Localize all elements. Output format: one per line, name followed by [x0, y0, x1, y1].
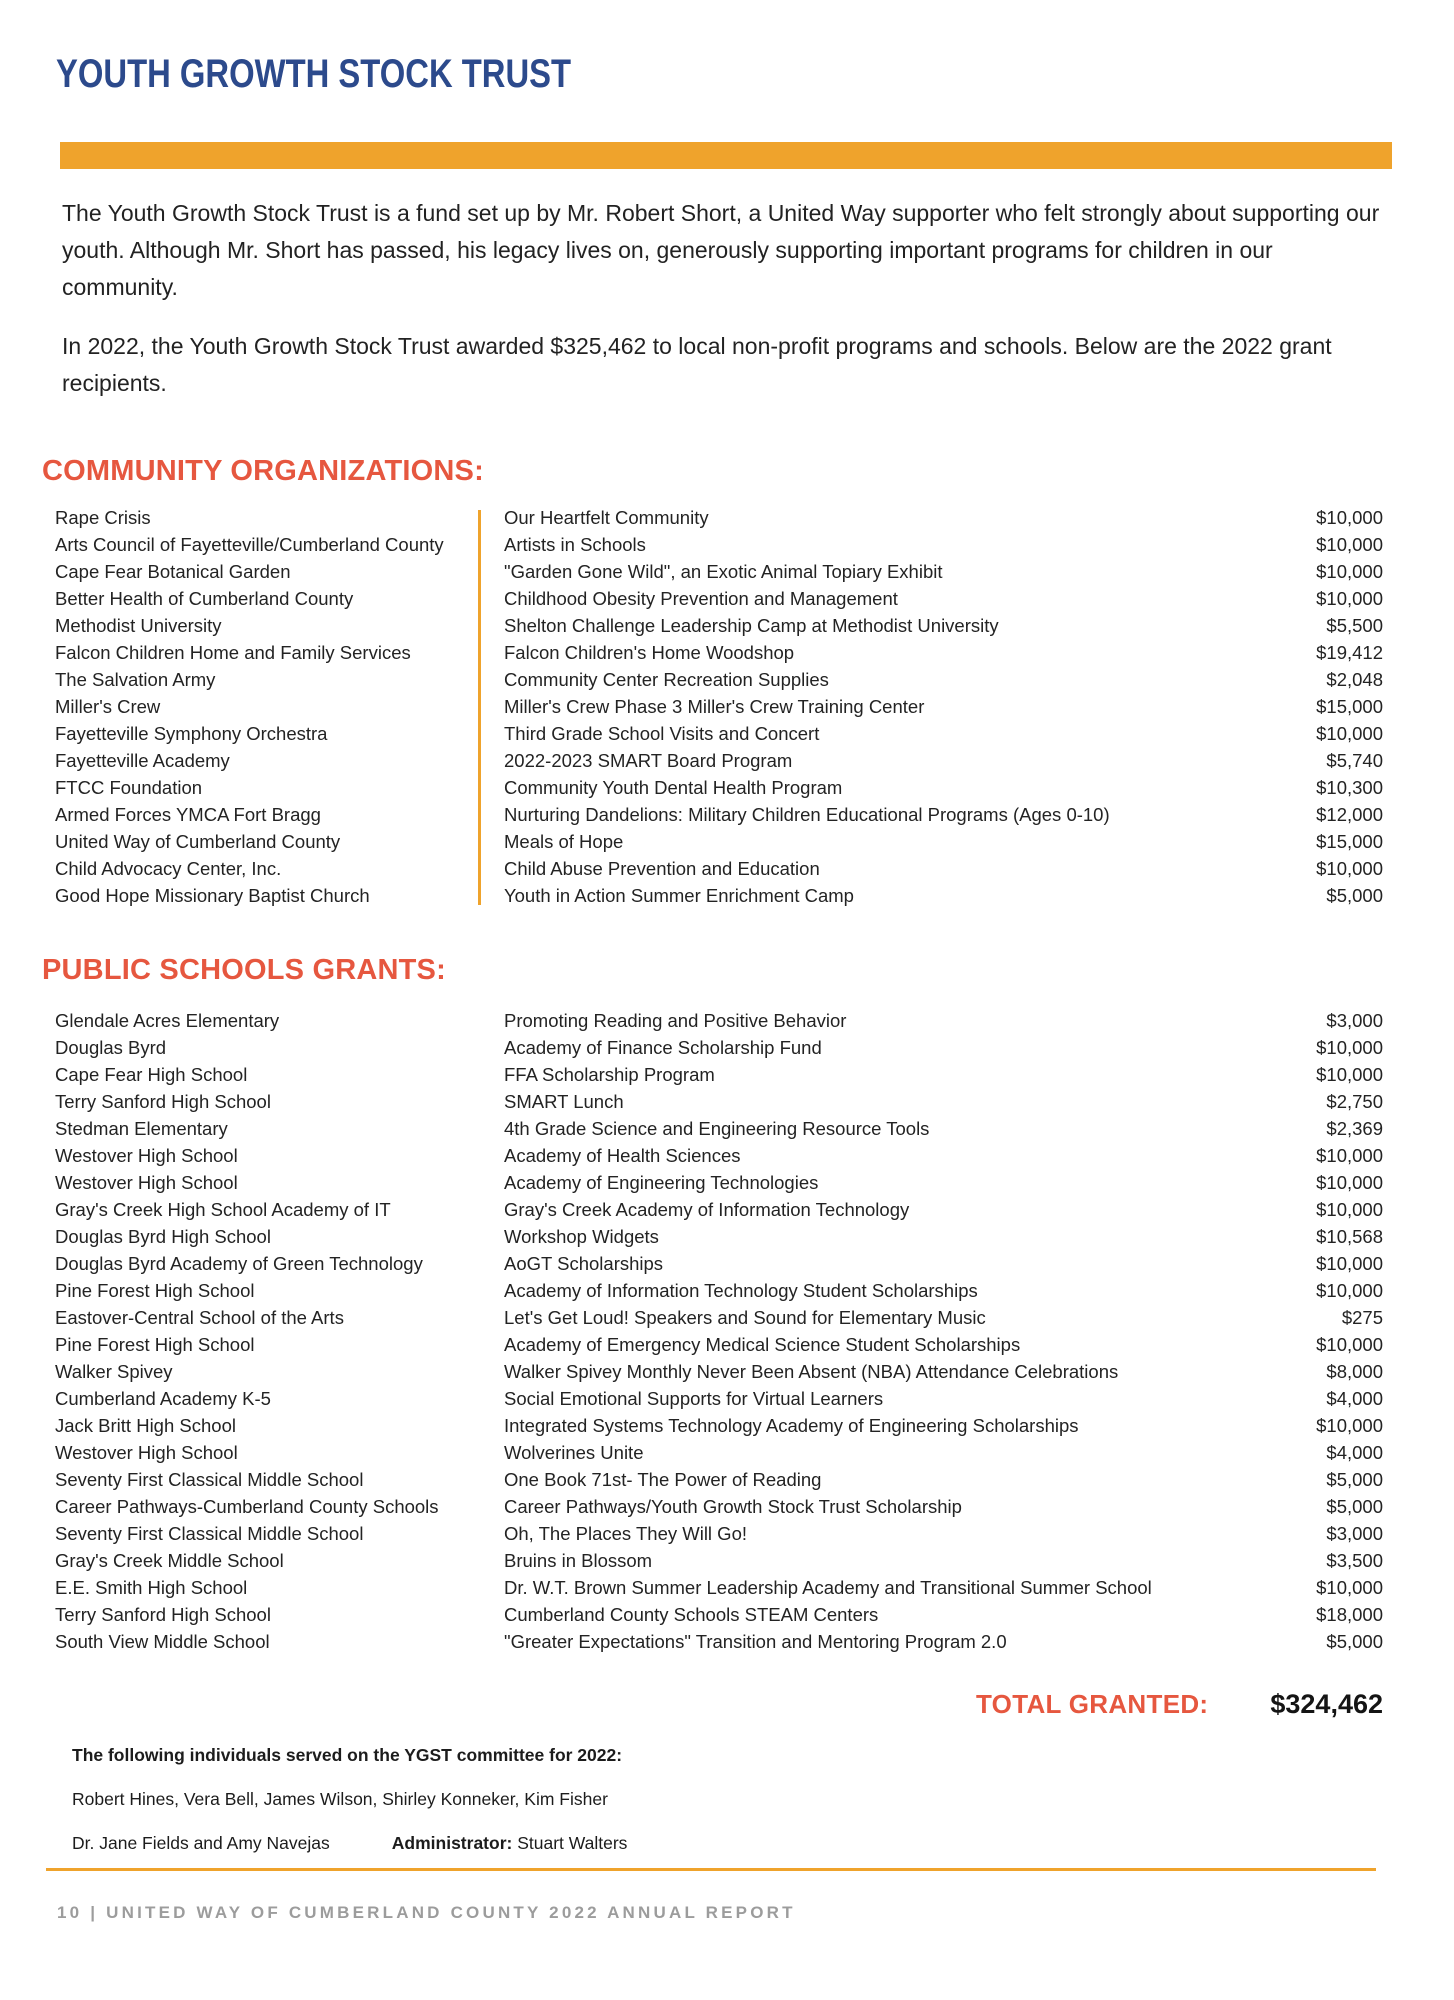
total-granted-label: TOTAL GRANTED:: [975, 1689, 1209, 1719]
grant-amount: $3,500: [1326, 1550, 1383, 1571]
recipient-name: Walker Spivey: [55, 1361, 173, 1382]
grant-amount: $3,000: [1326, 1010, 1383, 1031]
program-name: Gray's Creek Academy of Information Technology: [504, 1199, 910, 1220]
program-name: Dr. W.T. Brown Summer Leadership Academy and Transitional Summer School: [504, 1577, 1152, 1598]
committee-members-line: Robert Hines, Vera Bell, James Wilson, Shirley Konneker, Kim Fisher: [72, 1789, 608, 1809]
recipient-name: Glendale Acres Elementary: [55, 1010, 280, 1031]
committee-members-line-2: [72, 1832, 1454, 1854]
grant-amount: $8,000: [1326, 1361, 1383, 1382]
grant-row: [55, 882, 1383, 909]
grant-amount: $2,750: [1326, 1091, 1383, 1112]
grant-amount: $5,500: [1326, 615, 1383, 636]
grant-amount: $10,000: [1316, 507, 1383, 528]
grant-row: [55, 720, 1383, 747]
grant-amount: $15,000: [1316, 696, 1383, 717]
recipient-name: Stedman Elementary: [55, 1118, 228, 1139]
grant-row: [55, 1385, 1383, 1412]
grant-amount: $2,369: [1326, 1118, 1383, 1139]
program-name: 2022-2023 SMART Board Program: [504, 750, 793, 771]
recipient-name: The Salvation Army: [55, 669, 216, 690]
grant-row: [55, 1223, 1383, 1250]
recipient-name: E.E. Smith High School: [55, 1577, 248, 1598]
grant-row: [55, 639, 1383, 666]
recipient-name: Gray's Creek High School Academy of IT: [55, 1199, 391, 1220]
committee-members-names: Dr. Jane Fields and Amy Navejas: [72, 1833, 330, 1853]
grant-amount: $10,000: [1316, 858, 1383, 879]
program-name: Community Youth Dental Health Program: [504, 777, 843, 798]
program-name: Nurturing Dandelions: Military Children Educational Programs (Ages 0-10): [504, 804, 1110, 825]
program-name: Walker Spivey Monthly Never Been Absent (NBA) Attendance Celebrations: [504, 1361, 1119, 1382]
grant-amount: $10,000: [1316, 1280, 1383, 1301]
grant-row: [55, 504, 1383, 531]
community-organizations-heading: COMMUNITY ORGANIZATIONS:: [42, 455, 484, 487]
grant-amount: $10,000: [1316, 1145, 1383, 1166]
program-name: Integrated Systems Technology Academy of Engineering Scholarships: [504, 1415, 1079, 1436]
recipient-name: Douglas Byrd Academy of Green Technology: [55, 1253, 423, 1274]
grant-row: [55, 828, 1383, 855]
recipient-name: Cape Fear High School: [55, 1064, 248, 1085]
program-name: Social Emotional Supports for Virtual Learners: [504, 1388, 884, 1409]
total-granted-amount: $324,462: [1270, 1689, 1383, 1719]
recipient-name: Falcon Children Home and Family Services: [55, 642, 411, 663]
grant-amount: $10,000: [1316, 588, 1383, 609]
program-name: Academy of Engineering Technologies: [504, 1172, 819, 1193]
grant-row: [55, 1466, 1383, 1493]
program-name: Let's Get Loud! Speakers and Sound for Elementary Music: [504, 1307, 986, 1328]
recipient-name: Career Pathways-Cumberland County Schools: [55, 1496, 439, 1517]
program-name: Cumberland County Schools STEAM Centers: [504, 1604, 879, 1625]
grant-row: [55, 1115, 1383, 1142]
program-name: 4th Grade Science and Engineering Resource Tools: [504, 1118, 930, 1139]
grant-row: [55, 666, 1383, 693]
schools-grants-list: [55, 1007, 1383, 1655]
program-name: Workshop Widgets: [504, 1226, 659, 1247]
program-name: Our Heartfelt Community: [504, 507, 709, 528]
grant-amount: $10,000: [1316, 534, 1383, 555]
grant-row: [55, 855, 1383, 882]
orange-divider-bar: [60, 142, 1392, 169]
recipient-name: Arts Council of Fayetteville/Cumberland County: [55, 534, 444, 555]
program-name: Academy of Health Sciences: [504, 1145, 741, 1166]
committee-heading: The following individuals served on the YGST committee for 2022:: [72, 1745, 623, 1765]
intro-paragraph-2: In 2022, the Youth Growth Stock Trust awarded $325,462 to local non-profit programs and schools. Below are the 2022 grant recipients.: [62, 333, 1332, 396]
program-name: Third Grade School Visits and Concert: [504, 723, 820, 744]
grant-amount: $10,000: [1316, 1334, 1383, 1355]
grant-amount: $5,000: [1326, 1631, 1383, 1652]
program-name: Oh, The Places They Will Go!: [504, 1523, 747, 1544]
grant-amount: $12,000: [1316, 804, 1383, 825]
grant-amount: $2,048: [1326, 669, 1383, 690]
program-name: Academy of Emergency Medical Science Student Scholarships: [504, 1334, 1021, 1355]
grant-row: [55, 1088, 1383, 1115]
recipient-name: Westover High School: [55, 1442, 238, 1463]
grant-row: [55, 1574, 1383, 1601]
recipient-name: Douglas Byrd: [55, 1037, 167, 1058]
recipient-name: United Way of Cumberland County: [55, 831, 341, 852]
grant-amount: $10,300: [1316, 777, 1383, 798]
grant-amount: $10,000: [1316, 1199, 1383, 1220]
page-title: YOUTH GROWTH STOCK TRUST: [56, 52, 572, 96]
grant-row: [55, 1277, 1383, 1304]
program-name: Artists in Schools: [504, 534, 646, 555]
grant-amount: $15,000: [1316, 831, 1383, 852]
program-name: Academy of Information Technology Student Scholarships: [504, 1280, 978, 1301]
recipient-name: Fayetteville Academy: [55, 750, 230, 771]
program-name: "Garden Gone Wild", an Exotic Animal Topiary Exhibit: [504, 561, 943, 582]
grant-amount: $3,000: [1326, 1523, 1383, 1544]
recipient-name: Methodist University: [55, 615, 222, 636]
grant-row: [55, 1601, 1383, 1628]
recipient-name: Jack Britt High School: [55, 1415, 236, 1436]
grant-row: [55, 1169, 1383, 1196]
recipient-name: Pine Forest High School: [55, 1280, 255, 1301]
grant-amount: $5,740: [1326, 750, 1383, 771]
program-name: Career Pathways/Youth Growth Stock Trust Scholarship: [504, 1496, 962, 1517]
grant-row: [55, 1628, 1383, 1655]
program-name: Wolverines Unite: [504, 1442, 644, 1463]
community-grants-list: [55, 504, 1383, 909]
recipient-name: Cumberland Academy K-5: [55, 1388, 271, 1409]
grant-row: [55, 531, 1383, 558]
intro-paragraph-1: The Youth Growth Stock Trust is a fund set up by Mr. Robert Short, a United Way supporter who felt strongly about supporting our youth. Although Mr. Short has passed, his legacy lives on, generously supporting important programs for children in our community.: [62, 200, 1380, 300]
recipient-name: FTCC Foundation: [55, 777, 203, 798]
grant-row: [55, 558, 1383, 585]
footer-rule: [46, 1868, 1376, 1871]
recipient-name: Terry Sanford High School: [55, 1091, 271, 1112]
grant-row: [55, 774, 1383, 801]
program-name: Shelton Challenge Leadership Camp at Methodist University: [504, 615, 999, 636]
grant-row: [55, 801, 1383, 828]
program-name: Falcon Children's Home Woodshop: [504, 642, 795, 663]
grant-amount: $10,000: [1316, 1064, 1383, 1085]
recipient-name: Child Advocacy Center, Inc.: [55, 858, 282, 879]
recipient-name: Westover High School: [55, 1172, 238, 1193]
grant-row: [55, 1331, 1383, 1358]
grant-row: [55, 1007, 1383, 1034]
grant-row: [55, 612, 1383, 639]
program-name: Meals of Hope: [504, 831, 624, 852]
grant-amount: $10,000: [1316, 723, 1383, 744]
grant-row: [55, 1061, 1383, 1088]
grant-amount: $10,000: [1316, 1415, 1383, 1436]
program-name: Academy of Finance Scholarship Fund: [504, 1037, 822, 1058]
grant-row: [55, 747, 1383, 774]
grant-amount: $5,000: [1326, 1496, 1383, 1517]
program-name: Miller's Crew Phase 3 Miller's Crew Training Center: [504, 696, 925, 717]
administrator-name: Stuart Walters: [512, 1833, 628, 1853]
program-name: Bruins in Blossom: [504, 1550, 653, 1571]
grant-row: [55, 1142, 1383, 1169]
recipient-name: Fayetteville Symphony Orchestra: [55, 723, 328, 744]
grant-row: [55, 1493, 1383, 1520]
recipient-name: Good Hope Missionary Baptist Church: [55, 885, 370, 906]
program-name: SMART Lunch: [504, 1091, 624, 1112]
recipient-name: Gray's Creek Middle School: [55, 1550, 284, 1571]
program-name: Community Center Recreation Supplies: [504, 669, 829, 690]
recipient-name: Pine Forest High School: [55, 1334, 255, 1355]
grant-row: [55, 1358, 1383, 1385]
recipient-name: Westover High School: [55, 1145, 238, 1166]
grant-row: [55, 1412, 1383, 1439]
recipient-name: Terry Sanford High School: [55, 1604, 271, 1625]
recipient-name: Better Health of Cumberland County: [55, 588, 354, 609]
administrator-label: Administrator:: [391, 1833, 513, 1853]
grant-amount: $10,000: [1316, 561, 1383, 582]
recipient-name: Eastover-Central School of the Arts: [55, 1307, 344, 1328]
recipient-name: Seventy First Classical Middle School: [55, 1469, 364, 1490]
grant-row: [55, 1439, 1383, 1466]
grant-amount: $10,000: [1316, 1172, 1383, 1193]
page-footer: 10 | UNITED WAY OF CUMBERLAND COUNTY 2022 ANNUAL REPORT: [57, 1903, 796, 1922]
grant-amount: $275: [1341, 1307, 1383, 1328]
grant-amount: $10,000: [1316, 1577, 1383, 1598]
recipient-name: Seventy First Classical Middle School: [55, 1523, 364, 1544]
recipient-name: Cape Fear Botanical Garden: [55, 561, 291, 582]
program-name: Youth in Action Summer Enrichment Camp: [504, 885, 854, 906]
grant-row: [55, 1250, 1383, 1277]
grant-amount: $4,000: [1326, 1442, 1383, 1463]
program-name: "Greater Expectations" Transition and Mentoring Program 2.0: [504, 1631, 1007, 1652]
grant-row: [55, 693, 1383, 720]
grant-row: [55, 585, 1383, 612]
program-name: Childhood Obesity Prevention and Management: [504, 588, 898, 609]
recipient-name: Armed Forces YMCA Fort Bragg: [55, 804, 321, 825]
grant-row: [55, 1034, 1383, 1061]
grant-row: [55, 1520, 1383, 1547]
recipient-name: Rape Crisis: [55, 507, 151, 528]
recipient-name: Miller's Crew: [55, 696, 161, 717]
program-name: FFA Scholarship Program: [504, 1064, 715, 1085]
program-name: AoGT Scholarships: [504, 1253, 664, 1274]
committee-block: [72, 1744, 1454, 1854]
grant-amount: $19,412: [1316, 642, 1383, 663]
program-name: Promoting Reading and Positive Behavior: [504, 1010, 847, 1031]
grant-amount: $5,000: [1326, 885, 1383, 906]
grant-amount: $4,000: [1326, 1388, 1383, 1409]
grant-amount: $10,568: [1316, 1226, 1383, 1247]
recipient-name: South View Middle School: [55, 1631, 270, 1652]
grant-row: [55, 1547, 1383, 1574]
grant-row: [55, 1304, 1383, 1331]
grant-amount: $10,000: [1316, 1253, 1383, 1274]
program-name: Child Abuse Prevention and Education: [504, 858, 820, 879]
total-granted-row: [0, 1689, 1383, 1720]
grant-amount: $10,000: [1316, 1037, 1383, 1058]
recipient-name: Douglas Byrd High School: [55, 1226, 271, 1247]
grant-amount: $5,000: [1326, 1469, 1383, 1490]
program-name: One Book 71st- The Power of Reading: [504, 1469, 822, 1490]
grant-amount: $18,000: [1316, 1604, 1383, 1625]
grant-row: [55, 1196, 1383, 1223]
public-schools-grants-heading: PUBLIC SCHOOLS GRANTS:: [42, 954, 446, 986]
